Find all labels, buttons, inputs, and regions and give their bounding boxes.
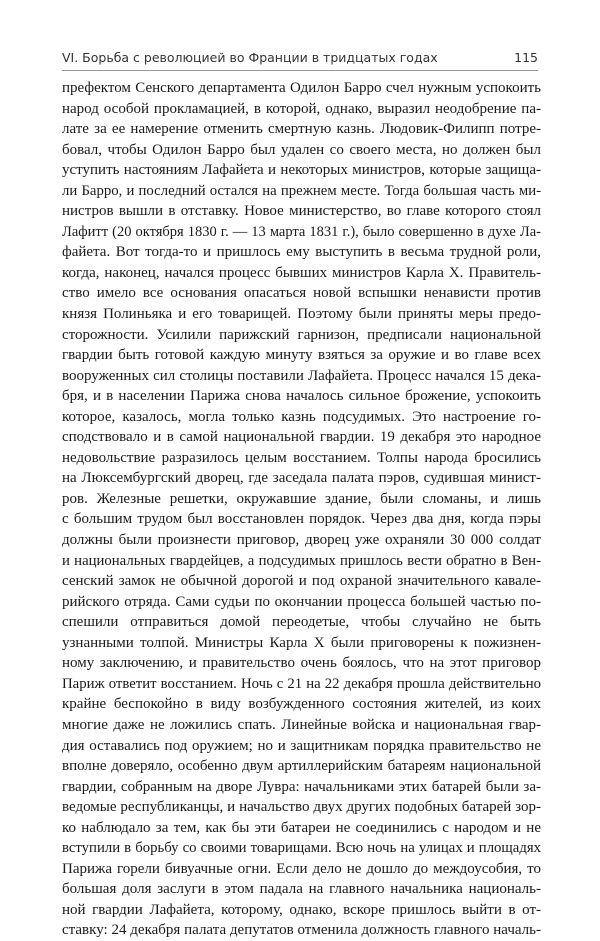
text-line: префектом Сенского департамента Одилон Барро счел нужным успокоить xyxy=(62,80,541,96)
text-line: ному заключению, и правительство очень боялось, что на этот приговор xyxy=(62,655,541,672)
running-header xyxy=(62,50,538,70)
text-line: гвардии, собранным на дворе Лувра: начальниками этих батарей были за- xyxy=(62,778,541,795)
text-line: ведомые республиканцы, и начальство двух других подобных батарей зор- xyxy=(62,799,541,816)
text-line: вооруженных сил столицы поставили Лафайета. Процесс начался 15 дека- xyxy=(62,367,541,384)
text-line: ров. Железные решетки, окружавшие здание, были сломаны, и лишь xyxy=(62,490,541,507)
text-line: Париж ответит восстанием. Ночь с 21 на 22 декабря прошла действительно xyxy=(62,675,541,692)
text-line: сенский замок не обычной дорогой и под охраной значительного кавале- xyxy=(62,573,541,590)
text-line: ство имело все основания опасаться новой вспышки ненависти против xyxy=(62,285,541,302)
text-line: файета. Вот тогда-то и пришлось ему выступить в весьма трудной роли, xyxy=(62,244,541,261)
text-line: сторожности. Усилили парижский гарнизон, предписали национальной xyxy=(62,326,541,343)
text-line: недовольствие разразилось целым восстанием. Толпы народа бросились xyxy=(62,449,541,466)
text-line: ставку: 24 декабря палата депутатов отменила должность главного началь- xyxy=(62,922,541,939)
body-text xyxy=(62,78,541,941)
text-line: ли Барро, и последний остался на прежнем месте. Тогда большая часть ми- xyxy=(62,182,541,199)
page-number: 115 xyxy=(514,50,538,65)
text-line: когда, наконец, начался процесс бывших министров Карла X. Правитель- xyxy=(62,264,541,281)
text-line: лате за ее намерение отменить смертную казнь. Людовик-Филипп потре- xyxy=(62,121,541,138)
header-rule xyxy=(62,70,538,71)
text-line: многие даже не ложились спать. Линейные войска и национальная гвар- xyxy=(62,716,541,733)
text-line: вступили в борьбу со своими товарищами. Всю ночь на улицах и площадях xyxy=(62,840,541,857)
text-line: с большим трудом был восстановлен порядок. Через два дня, когда пэры xyxy=(62,511,541,528)
text-line: должны были произнести приговор, дворец уже охраняли 30 000 солдат xyxy=(62,532,541,549)
text-line: сподствовало и в самой национальной гвардии. 19 декабря это народное xyxy=(62,429,541,446)
text-line: рийского отряда. Сами судьи по окончании процесса большей частью по- xyxy=(62,593,541,610)
text-line: крайне беспокойно в виду возбужденного состояния жителей, из коих xyxy=(62,696,541,713)
text-line: ко наблюдало за тем, как бы эти батареи не соединились с народом и не xyxy=(62,819,541,836)
text-line: ной гвардии Лафайета, которому, однако, вскоре пришлось выйти в от- xyxy=(62,901,541,918)
text-line: узнанными толпой. Министры Карла X были приговорены к пожизнен- xyxy=(62,634,541,651)
text-line: народ особой прокламацией, в которой, однако, выразил неодобрение па- xyxy=(62,100,541,117)
text-line: на Люксембургский дворец, где заседала палата пэров, судившая минист- xyxy=(62,470,541,487)
text-line: Парижа горели бивуачные огни. Если дело не дошло до междоусобия, то xyxy=(62,860,541,877)
text-line: которое, казалось, могла только казнь подсудимых. Это настроение го- xyxy=(62,408,541,425)
text-line: уступить настояниям Лафайета и некоторых министров, которые защища- xyxy=(62,162,541,179)
text-line: нистров вышли в отставку. Новое министерство, во главе которого стоял xyxy=(62,203,541,220)
text-line: Лафитт (20 октября 1830 г. — 13 марта 1831 г.), было совершенно в духе Ла- xyxy=(62,223,541,240)
text-line: бря, и в населении Парижа снова началось сильное брожение, успокоить xyxy=(62,388,541,405)
running-title: VI. Борьба с революцией во Франции в тридцатых годах xyxy=(62,50,438,65)
text-line: большая доля заслуги в этом падала на главного начальника националь- xyxy=(62,881,541,898)
text-line: вполне доверяло, особенно двум артиллерийским батареям национальной xyxy=(62,758,541,775)
text-line: дия оставались под оружием; но и защитникам порядка правительство не xyxy=(62,737,541,754)
text-line: спешили отправиться домой переодетые, чтобы случайно не быть xyxy=(62,614,541,631)
text-line: и национальных гвардейцев, а подсудимых пришлось вести обратно в Вен- xyxy=(62,552,541,569)
text-line: бовал, чтобы Одилон Барро был удален со своего места, но должен был xyxy=(62,141,541,158)
text-line: князя Полиньяка и его товарищей. Поэтому были приняты меры предо- xyxy=(62,306,541,323)
text-line: гвардии быть готовой каждую минуту взяться за оружие и во главе всех xyxy=(62,347,541,364)
